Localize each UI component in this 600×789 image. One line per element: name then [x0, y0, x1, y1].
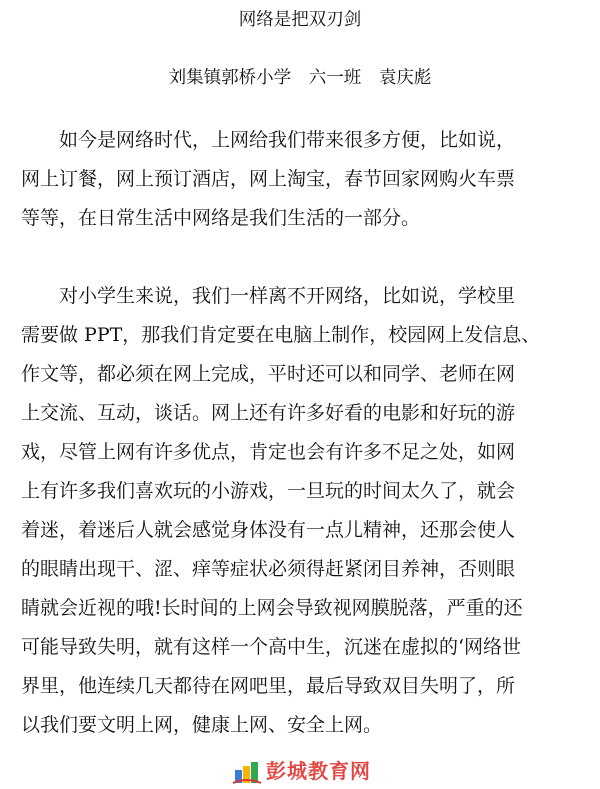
paragraph-line: 需要做 PPT，那我们肯定要在电脑上制作，校园网上发信息、	[21, 324, 541, 346]
paragraph-line: 以我们要文明上网，健康上网、安全上网。	[21, 714, 383, 736]
paragraph-line: 的眼睛出现干、涩、痒等症状必须得赶紧闭目养神，否则眼	[21, 558, 516, 580]
watermark-text: 彭城教育网	[266, 761, 371, 783]
paragraph-line: 上交流、互动，谈话。网上还有许多好看的电影和好玩的游	[21, 402, 516, 424]
paragraph-line: 戏，尽管上网有许多优点，肯定也会有许多不足之处，如网	[21, 441, 516, 463]
paragraph-line: 对小学生来说，我们一样离不开网络，比如说，学校里	[59, 285, 516, 307]
paragraph-line: 作文等，都必须在网上完成，平时还可以和同学、老师在网	[21, 363, 516, 385]
article-byline	[0, 66, 600, 90]
paragraph-line: 可能导致失明，就有这样一个高中生，沉迷在虚拟的‘网络世	[21, 636, 522, 658]
paragraph-line: 网上订餐，网上预订酒店，网上淘宝，春节回家网购火车票	[21, 168, 516, 190]
article-title: 网络是把双刃剑	[238, 10, 362, 30]
paragraph-line: 上有许多我们喜欢玩的小游戏，一旦玩的时间太久了，就会	[21, 480, 516, 502]
paragraph-line: 睛就会近视的哦!长时间的上网会导致视网膜脱落，严重的还	[21, 597, 523, 619]
paragraph-2	[21, 277, 581, 745]
paragraph-1	[21, 121, 581, 238]
books-logo-icon	[232, 759, 262, 785]
byline-class: 六一班	[308, 68, 362, 88]
site-watermark	[232, 757, 382, 787]
paragraph-line: 等等，在日常生活中网络是我们生活的一部分。	[21, 207, 421, 229]
byline-school: 刘集镇郭桥小学	[168, 68, 292, 88]
paragraph-line: 界里，他连续几天都待在网吧里，最后导致双目失明了，所	[21, 675, 516, 697]
byline-author: 袁庆彪	[378, 68, 432, 88]
paragraph-line: 着迷，着迷后人就会感觉身体没有一点儿精神，还那会使人	[21, 519, 516, 541]
paragraph-line: 如今是网络时代，上网给我们带来很多方便，比如说，	[59, 129, 516, 151]
